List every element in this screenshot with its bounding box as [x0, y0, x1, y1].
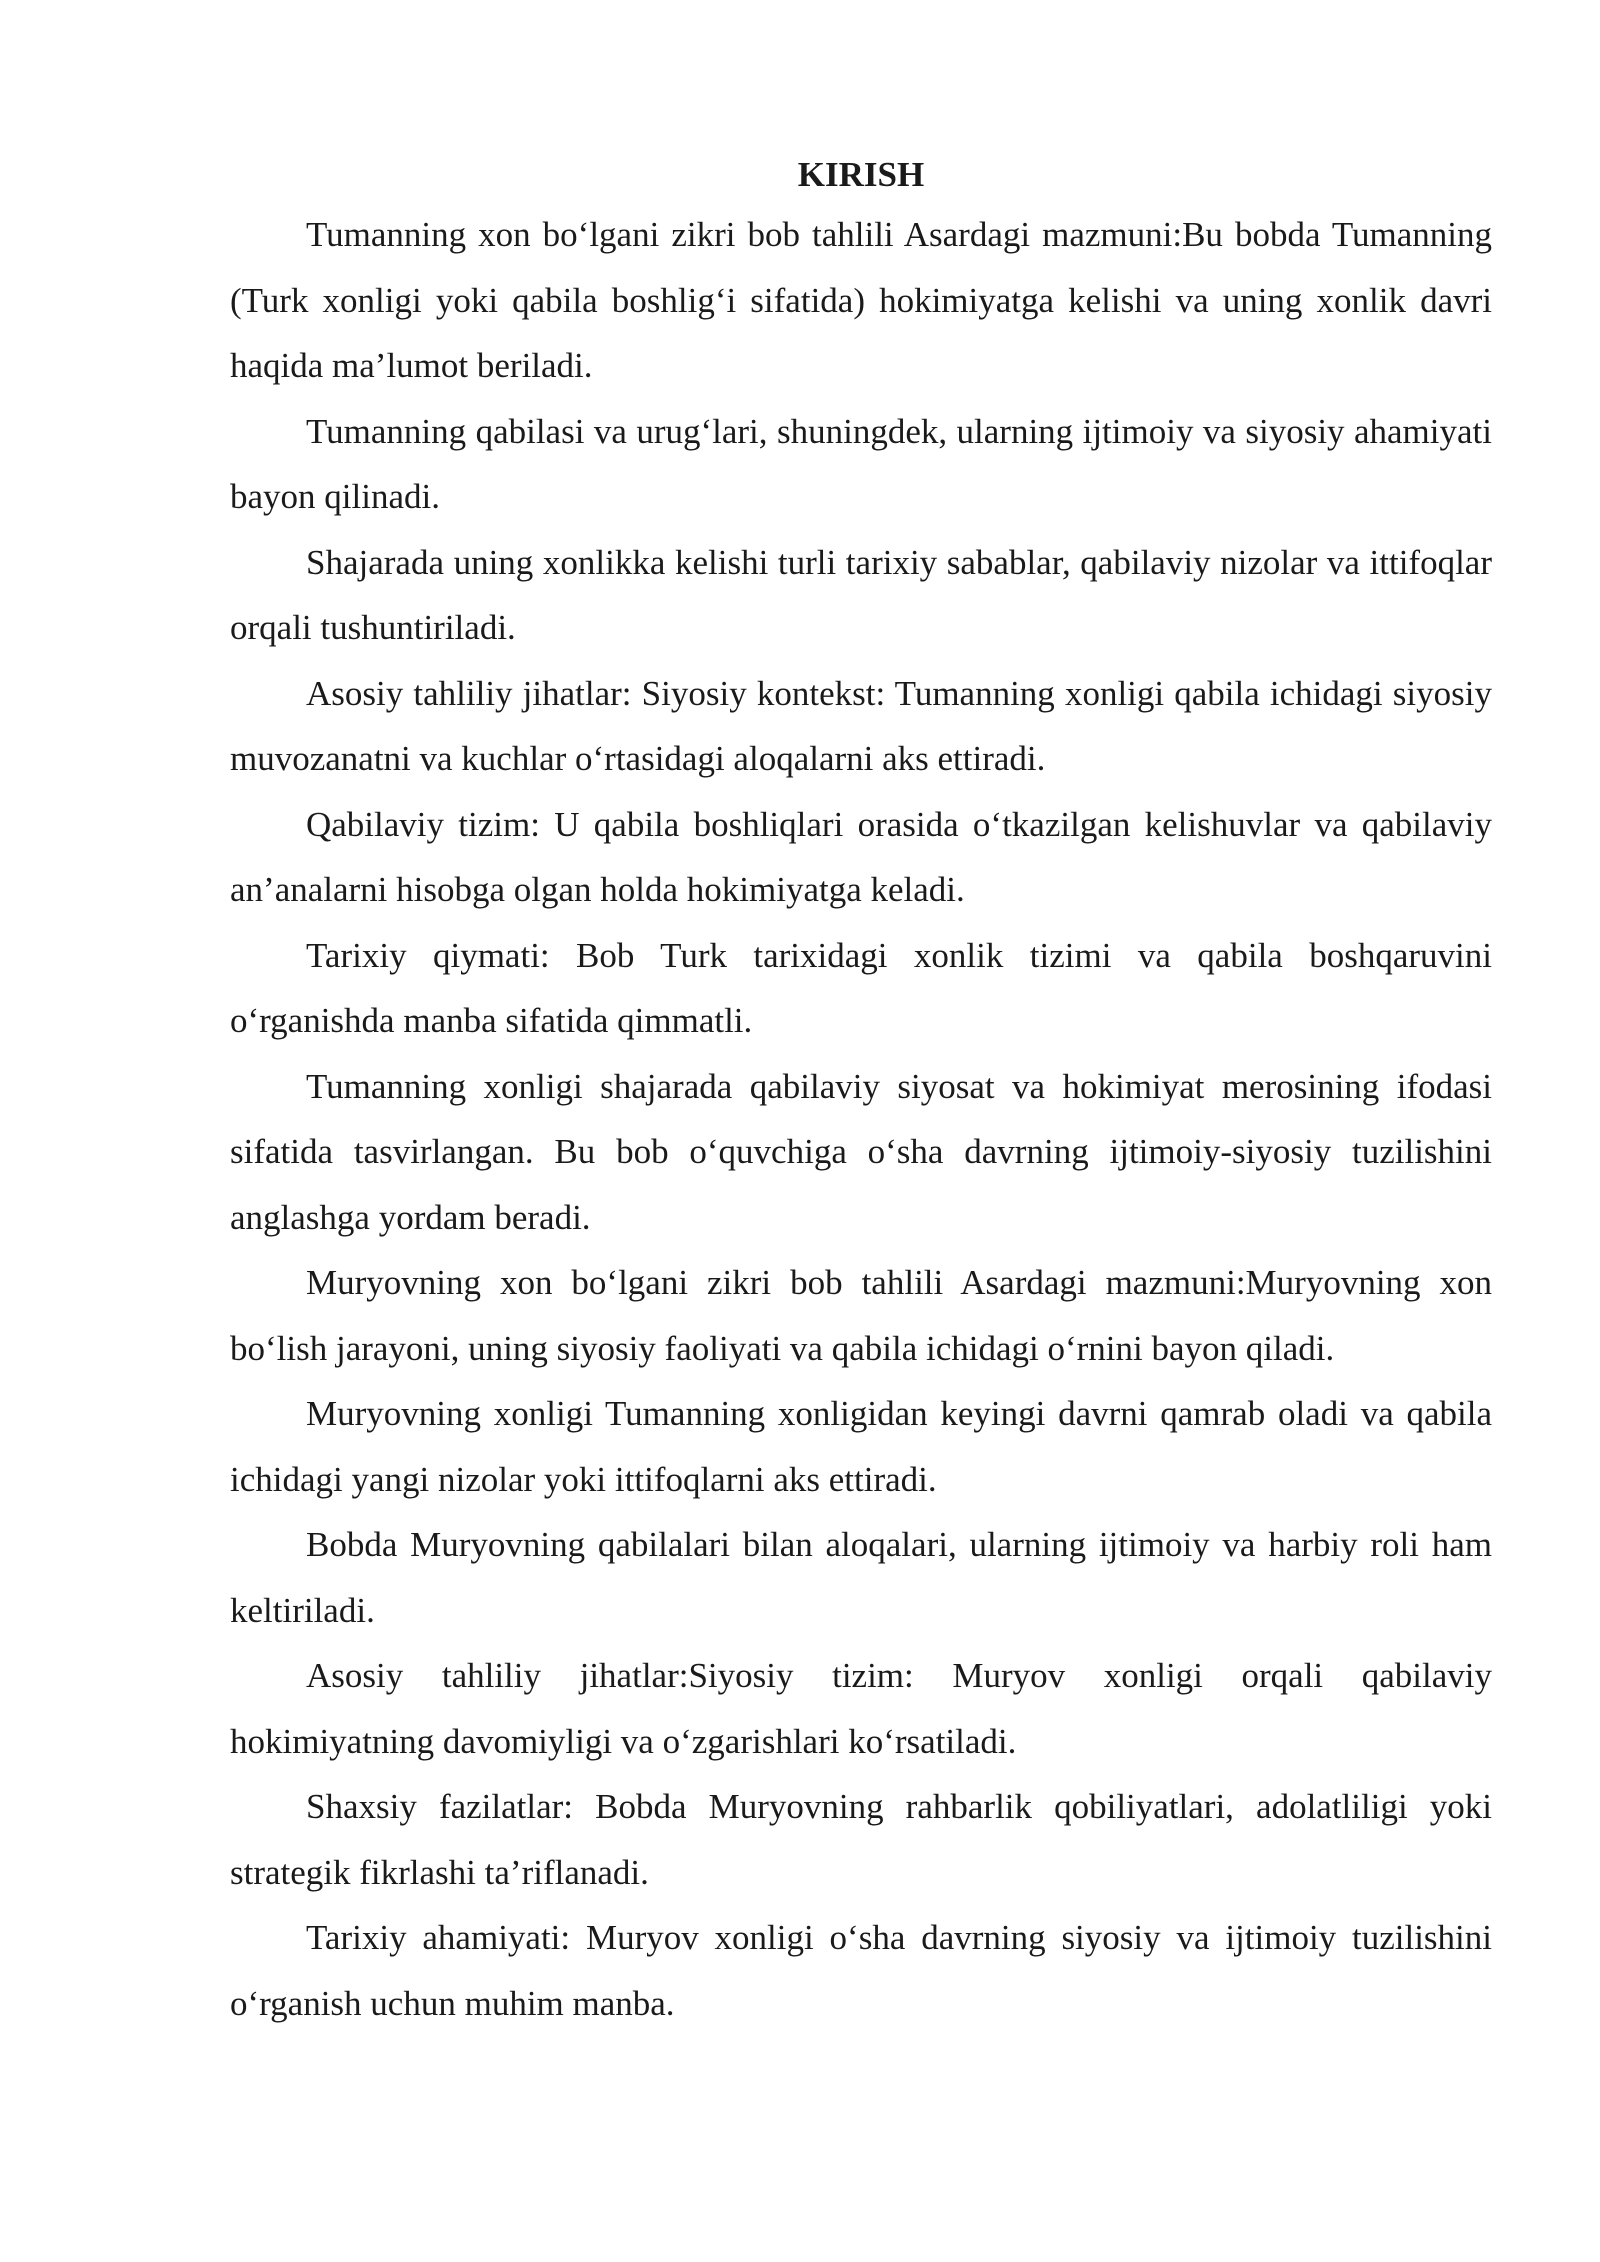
- paragraph-7: Tumanning xonligi shajarada qabilaviy siyosat va hokimiyat merosining ifodasi sifatida tasvirlangan. Bu bob o‘quvchiga o‘sha davrning ijtimoiy-siyosiy tuzilishini anglashga yordam beradi.: [230, 1066, 1492, 1237]
- paragraph-6: Tarixiy qiymati: Bob Turk tarixidagi xonlik tizimi va qabila boshqaruvini o‘rganishda manba sifatida qimmatli.: [230, 935, 1492, 1040]
- paragraph-1: Tumanning xon bo‘lgani zikri bob tahlili Asardagi mazmuni:Bu bobda Tumanning (Turk xonligi yoki qabila boshlig‘i sifatida) hokimiyatga kelishi va uning xonlik davri haqida ma’lumot beriladi.: [230, 215, 1492, 385]
- paragraph-2: Tumanning qabilasi va urug‘lari, shuningdek, ularning ijtimoiy va siyosiy ahamiyati bayon qilinadi.: [230, 411, 1492, 516]
- document-title: KIRISH: [797, 155, 925, 194]
- paragraph-11: Asosiy tahliliy jihatlar:Siyosiy tizim: Muryov xonligi orqali qabilaviy hokimiyatning davomiyligi va o‘zgarishlari ko‘rsatiladi.: [230, 1656, 1492, 1761]
- paragraph-12: Shaxsiy fazilatlar: Bobda Muryovning rahbarlik qobiliyatlari, adolatliligi yoki strategik fikrlashi ta’riflanadi.: [230, 1787, 1492, 1892]
- paragraph-9: Muryovning xonligi Tumanning xonligidan keyingi davrni qamrab oladi va qabila ichidagi yangi nizolar yoki ittifoqlarni aks ettiradi.: [230, 1394, 1492, 1499]
- paragraph-8: Muryovning xon bo‘lgani zikri bob tahlili Asardagi mazmuni:Muryovning xon bo‘lish jarayoni, uning siyosiy faoliyati va qabila ichidagi o‘rnini bayon qiladi.: [230, 1263, 1492, 1368]
- paragraph-10: Bobda Muryovning qabilalari bilan aloqalari, ularning ijtimoiy va harbiy roli ham keltiriladi.: [230, 1525, 1492, 1630]
- paragraph-13: Tarixiy ahamiyati: Muryov xonligi o‘sha davrning siyosiy va ijtimoiy tuzilishini o‘rganish uchun muhim manba.: [230, 1918, 1492, 2023]
- document-body: [230, 148, 1492, 2036]
- paragraph-5: Qabilaviy tizim: U qabila boshliqlari orasida o‘tkazilgan kelishuvlar va qabilaviy an’analarni hisobga olgan holda hokimiyatga keladi.: [230, 804, 1492, 909]
- paragraph-4: Asosiy tahliliy jihatlar: Siyosiy kontekst: Tumanning xonligi qabila ichidagi siyosiy muvozanatni va kuchlar o‘rtasidagi aloqalarni aks ettiradi.: [230, 673, 1492, 778]
- paragraph-3: Shajarada uning xonlikka kelishi turli tarixiy sabablar, qabilaviy nizolar va ittifoqlar orqali tushuntiriladi.: [230, 542, 1492, 647]
